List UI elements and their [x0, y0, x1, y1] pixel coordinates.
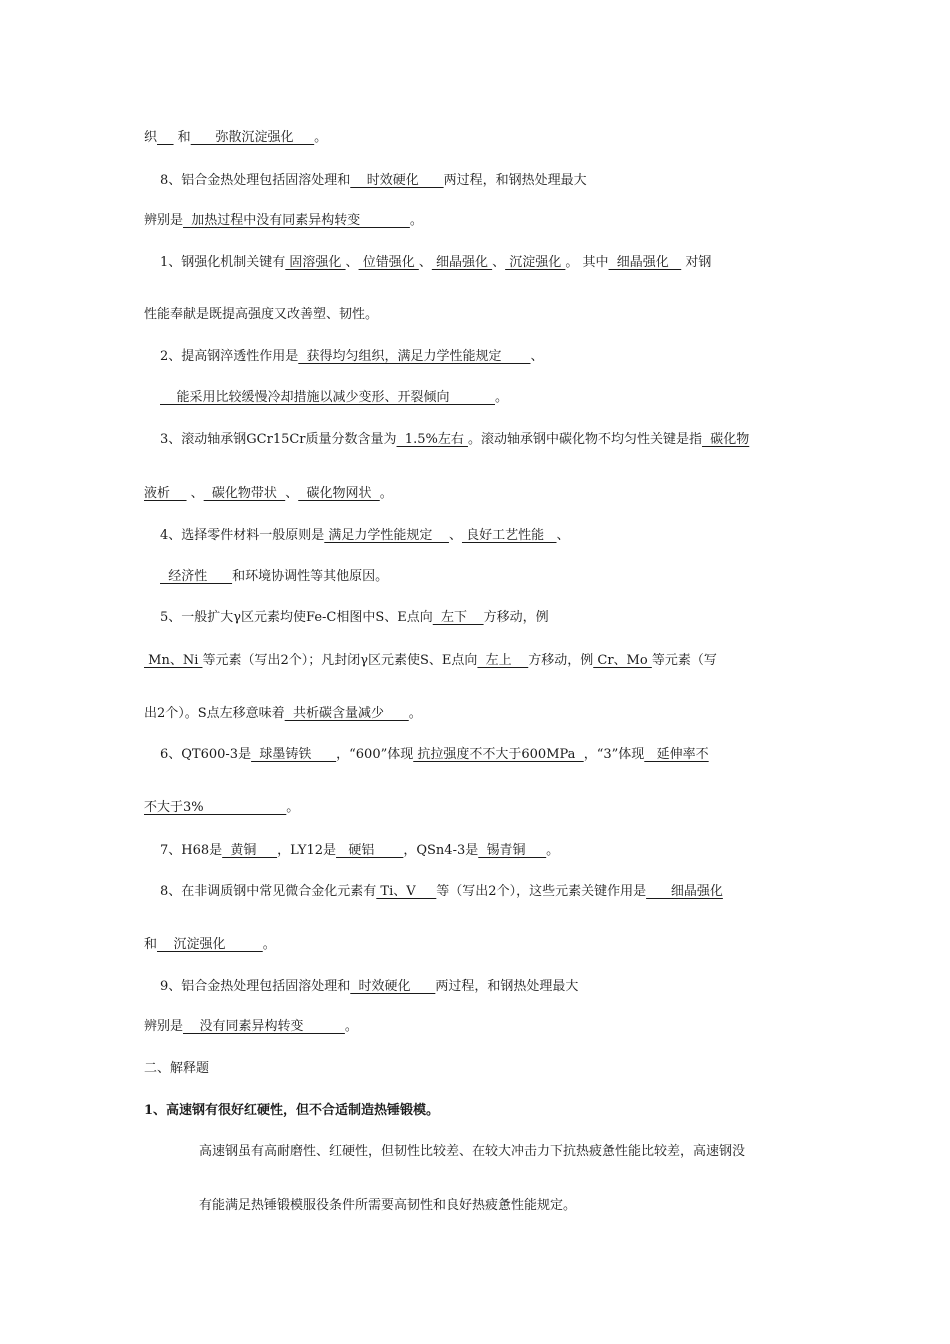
text: 。 — [314, 130, 328, 145]
text: 。 — [546, 843, 560, 858]
question-line — [160, 172, 830, 190]
text: 两过程，和钢热处理最大 — [435, 979, 579, 994]
answer-blank: Ti、V — [376, 884, 437, 899]
answer-blank: 抗拉强度不不大于600MPa — [413, 747, 584, 762]
text: 等元素（写出2个）；凡封闭γ区元素使S、E点向 — [202, 653, 478, 668]
text: 等元素（写 — [651, 653, 717, 668]
answer-blank: 硬铝 — [336, 843, 404, 858]
text: 和 — [144, 937, 158, 952]
text: 二、解释题 — [144, 1061, 210, 1076]
text: ，“3”体现 — [583, 747, 645, 762]
text: 3、滚动轴承钢GCr15Cr质量分数含量为 — [160, 432, 397, 447]
question-line — [160, 609, 830, 627]
text: ，QSn4-3是 — [403, 843, 479, 858]
text-line — [144, 129, 814, 147]
answer-blank: 黄铜 — [222, 843, 278, 858]
text-line — [144, 1018, 814, 1036]
answer-blank: 液析 — [144, 486, 187, 501]
text-line — [144, 212, 814, 230]
answer-blank: 固溶强化 — [285, 255, 346, 270]
answer-blank: 细晶强化 — [608, 255, 682, 270]
text-line — [144, 652, 814, 670]
text: 、 — [345, 255, 359, 270]
question-line — [160, 978, 830, 996]
answer-blank: 时效硬化 — [350, 979, 436, 994]
text: 。 — [409, 213, 423, 228]
section-heading — [144, 1060, 814, 1078]
answer-blank: 没有同素异构转变 — [183, 1019, 345, 1034]
text: 织 — [144, 130, 158, 145]
answer-blank: 左下 — [432, 610, 484, 625]
answer-blank: Mn、Ni — [144, 653, 203, 668]
answer-blank: 碳化物网状 — [298, 486, 380, 501]
text-line — [144, 799, 814, 817]
answer-blank: 良好工艺性能 — [461, 528, 557, 543]
text: 方移动，例 — [483, 610, 549, 625]
text: 8、在非调质钢中常见微合金化元素有 — [160, 884, 377, 899]
question-line — [160, 746, 830, 764]
text: 和 — [173, 130, 191, 145]
text: 两过程，和钢热处理最大 — [443, 173, 587, 188]
text: 方移动，例 — [528, 653, 594, 668]
text: 4、选择零件材料一般原则是 — [160, 528, 325, 543]
text: 、 — [418, 255, 432, 270]
answer-blank: 弥散沉淀强化 — [190, 130, 315, 145]
question-line — [160, 348, 830, 366]
question-line — [160, 431, 830, 449]
text: 和环境协调性等其他原因。 — [232, 569, 389, 584]
answer-blank: 碳化物 — [701, 432, 750, 447]
answer-blank: Cr、Mo — [593, 653, 652, 668]
text: 高速钢虽有高耐磨性、红硬性，但韧性比较差、在较大冲击力下抗热疲惫性能比较差，高速钢没 — [199, 1144, 746, 1159]
answer-blank: 球墨铸铁 — [251, 747, 337, 762]
text: 、 — [556, 528, 570, 543]
answer-blank — [157, 130, 174, 145]
text: 对钢 — [681, 255, 712, 270]
text: 、 — [492, 255, 506, 270]
answer-blank: 细晶强化 — [646, 884, 723, 899]
text: 。 — [379, 486, 393, 501]
text: 。 — [344, 1019, 358, 1034]
text: 有能满足热锤锻模服役条件所需要高韧性和良好热疲惫性能规定。 — [199, 1198, 577, 1213]
question-heading — [144, 1102, 814, 1120]
text: 1、高速钢有很好红硬性，但不合适制造热锤锻模。 — [144, 1103, 440, 1118]
text: ，LY12是 — [277, 843, 337, 858]
text: 、 — [285, 486, 299, 501]
text-line — [160, 389, 830, 407]
text: 9、铝合金热处理包括固溶处理和 — [160, 979, 351, 994]
question-line — [160, 883, 830, 901]
text: 辨别是 — [144, 213, 184, 228]
text: 。 — [286, 800, 300, 815]
answer-blank: 满足力学性能规定 — [324, 528, 449, 543]
text: 等（写出2个），这些元素关键作用是 — [436, 884, 647, 899]
text-line — [160, 568, 830, 586]
answer-blank: 沉淀强化 — [505, 255, 566, 270]
answer-blank: 1.5%左右 — [396, 432, 468, 447]
text: 2、提高钢淬透性作用是 — [160, 349, 299, 364]
answer-blank: 细晶强化 — [431, 255, 493, 270]
answer-blank: 获得均匀组织，满足力学性能规定 — [298, 349, 531, 364]
answer-paragraph-line — [199, 1197, 809, 1215]
text: 、 — [448, 528, 462, 543]
answer-blank: 锡青铜 — [478, 843, 547, 858]
question-line — [160, 527, 830, 545]
answer-blank: 碳化物带状 — [203, 486, 286, 501]
text: 。 — [495, 390, 509, 405]
text: 1、钢强化机制关键有 — [160, 255, 286, 270]
text: 。 其中 — [565, 255, 609, 270]
answer-blank: 左上 — [477, 653, 529, 668]
text: 。 — [262, 937, 276, 952]
answer-blank: 位错强化 — [358, 255, 419, 270]
text: 、 — [186, 486, 204, 501]
answer-blank: 时效硬化 — [350, 173, 444, 188]
text-line — [144, 306, 814, 324]
answer-blank: 不大于3% — [144, 800, 287, 815]
text: 辨别是 — [144, 1019, 184, 1034]
answer-blank: 延伸率不 — [644, 747, 709, 762]
answer-blank: 共析碳含量减少 — [284, 706, 409, 721]
text: 、 — [530, 349, 544, 364]
answer-blank: 经济性 — [160, 569, 233, 584]
text: 性能奉献是既提高强度又改善塑、韧性。 — [144, 307, 379, 322]
text: ，“600”体现 — [336, 747, 414, 762]
question-line — [160, 842, 830, 860]
text: 5、一般扩大γ区元素均使Fe-C相图中S、E点向 — [160, 610, 433, 625]
text: 8、铝合金热处理包括固溶处理和 — [160, 173, 351, 188]
text-line — [144, 936, 814, 954]
text: 。 — [408, 706, 422, 721]
answer-blank: 能采用比较缓慢冷却措施以减少变形、开裂倾向 — [160, 390, 495, 405]
text: 7、H68是 — [160, 843, 223, 858]
answer-blank: 沉淀强化 — [157, 937, 263, 952]
answer-blank: 加热过程中没有同素异构转变 — [183, 213, 410, 228]
text-line — [144, 485, 814, 503]
text-line — [144, 705, 814, 723]
text: 出2个）。S点左移意味着 — [144, 706, 285, 721]
text: 。滚动轴承钢中碳化物不均匀性关键是指 — [467, 432, 702, 447]
question-line — [160, 254, 830, 272]
answer-paragraph-line — [199, 1143, 809, 1161]
text: 6、QT600-3是 — [160, 747, 252, 762]
